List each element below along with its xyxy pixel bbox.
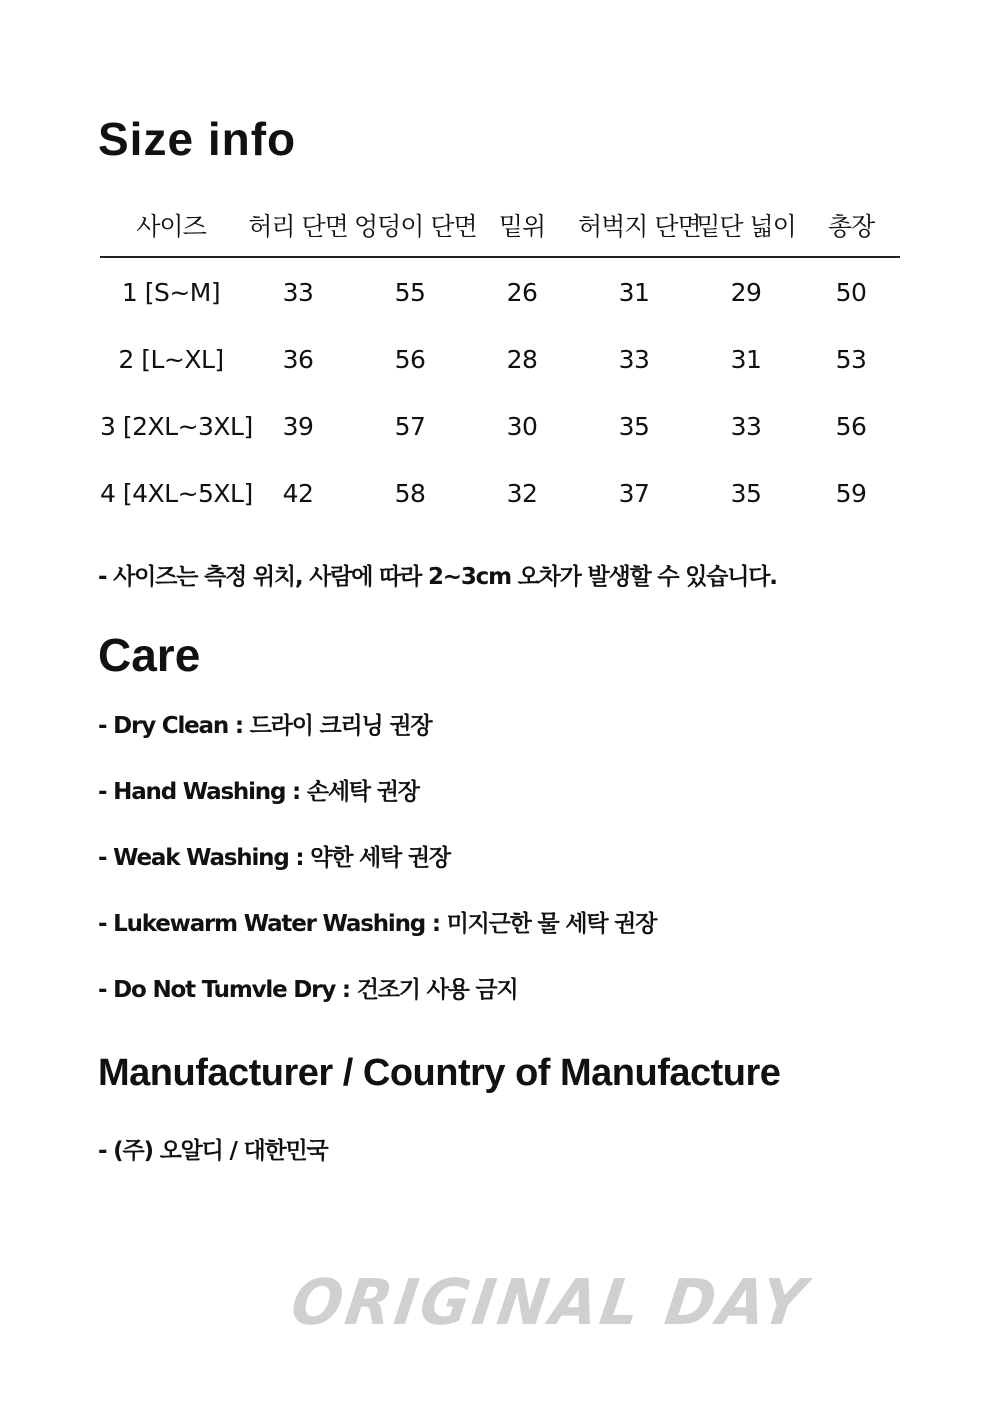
rise-value: 28 <box>506 345 538 374</box>
table-row <box>100 393 900 460</box>
size-tolerance-note: - 사이즈는 측정 위치, 사람에 따라 2~3cm 오차가 발생할 수 있습니다. <box>98 564 777 590</box>
manufacturer-title: Manufacturer / Country of Manufacture <box>98 1052 781 1094</box>
thigh-value: 35 <box>618 412 650 441</box>
table-row <box>100 326 900 393</box>
header-hem: 밑단 넓이 <box>690 194 802 257</box>
thigh-value: 37 <box>618 479 650 508</box>
header-size: 사이즈 <box>100 194 242 257</box>
size-table <box>100 194 900 527</box>
waist-value: 33 <box>282 277 314 307</box>
table-row <box>100 460 900 527</box>
hip-value: 56 <box>394 345 426 374</box>
waist-value: 36 <box>282 345 314 374</box>
care-item-dry-clean: - Dry Clean : 드라이 크리닝 권장 <box>98 713 432 739</box>
hem-value: 31 <box>730 345 762 374</box>
length-value: 53 <box>835 345 867 374</box>
size-info-title: Size info <box>98 113 297 165</box>
length-value: 59 <box>835 479 867 508</box>
care-list <box>98 708 656 1038</box>
size-label: 1 [S~M] <box>121 277 221 307</box>
rise-value: 26 <box>506 277 538 307</box>
thigh-value: 31 <box>618 277 650 307</box>
size-label: 3 [2XL~3XL] <box>100 412 253 441</box>
care-item-no-tumble-dry: - Do Not Tumvle Dry : 건조기 사용 금지 <box>98 977 518 1003</box>
header-hip: 엉덩이 단면 <box>354 194 466 257</box>
hem-value: 35 <box>730 479 762 508</box>
hem-value: 29 <box>730 277 762 307</box>
manufacturer-line: - (주) 오알디 / 대한민국 <box>98 1138 328 1164</box>
care-title: Care <box>98 629 201 681</box>
size-label: 4 [4XL~5XL] <box>100 479 253 508</box>
hip-value: 57 <box>394 412 426 441</box>
header-thigh: 허벅지 단면 <box>578 194 690 257</box>
hip-value: 55 <box>394 277 426 307</box>
care-item-lukewarm-water: - Lukewarm Water Washing : 미지근한 물 세탁 권장 <box>98 911 657 937</box>
care-item-weak-washing: - Weak Washing : 약한 세탁 권장 <box>98 845 450 871</box>
waist-value: 42 <box>282 479 314 508</box>
hip-value: 58 <box>394 479 426 508</box>
brand-logo: ORIGINAL DAY <box>286 1266 813 1340</box>
care-item-hand-washing: - Hand Washing : 손세탁 권장 <box>98 779 419 805</box>
thigh-value: 33 <box>618 345 650 374</box>
length-value: 56 <box>835 412 867 441</box>
length-value: 50 <box>835 277 867 307</box>
table-row <box>100 257 900 326</box>
hem-value: 33 <box>730 412 762 441</box>
size-label: 2 [L~XL] <box>118 345 224 374</box>
rise-value: 30 <box>506 412 538 441</box>
size-table-header-row <box>100 194 900 257</box>
header-rise: 밑위 <box>466 194 578 257</box>
header-length: 총장 <box>802 194 900 257</box>
header-waist: 허리 단면 <box>242 194 354 257</box>
waist-value: 39 <box>282 412 314 441</box>
rise-value: 32 <box>506 479 538 508</box>
